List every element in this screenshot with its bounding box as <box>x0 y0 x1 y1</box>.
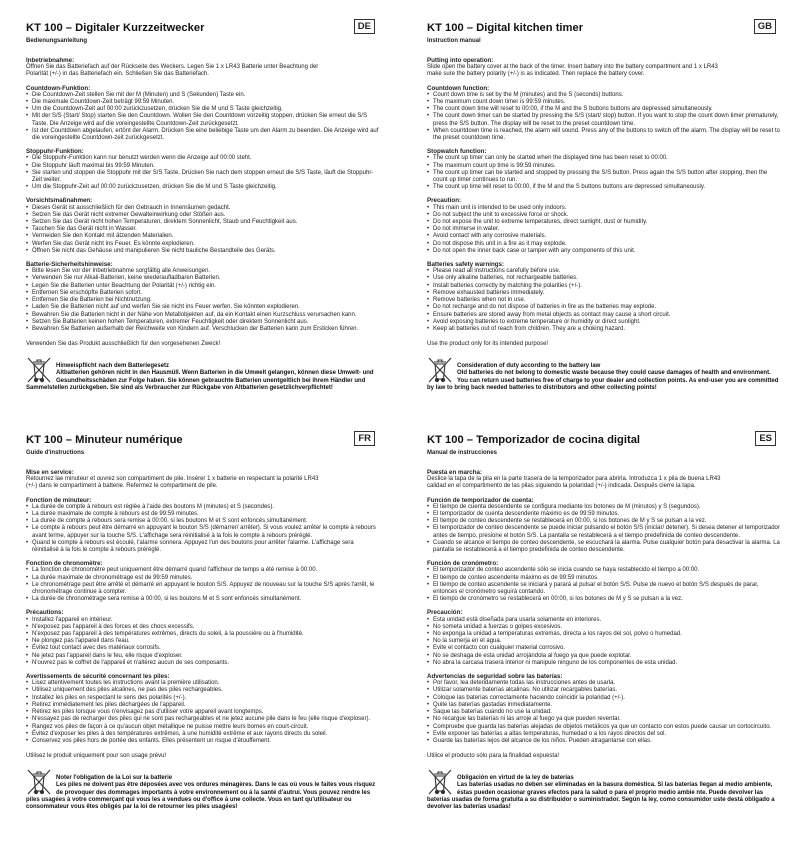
bullet-item: • N'exposez pas l'appareil à des forces et des chocs excessifs. <box>26 624 379 631</box>
block-heading: Batteries safety warnings: <box>427 261 505 269</box>
bullet-item: • Guarde las baterías lejos del alcance de los niños. Pueden atragantarse con ellas. <box>427 738 780 745</box>
bullet-list <box>26 504 379 554</box>
crossed-bin-icon <box>427 768 453 796</box>
bullet-item: • El temporizador de cuenta descendente máximo es de 99:59 minutos. <box>427 511 780 518</box>
bullet-item: • El temporizador de conteo ascendente sólo se inicia cuando se haya restablecido el tiempo a 00:00. <box>427 567 780 574</box>
bullet-item: • Por favor, lea deteridamente todas las instrucciones antes de usarla. <box>427 680 780 687</box>
instruction-block <box>26 469 379 491</box>
section-title: KT 100 – Digital kitchen timer <box>427 22 584 34</box>
bullet-item: • Install batteries correctly by matching the polarities (+/-). <box>427 283 780 290</box>
bullet-item: • El tiempo de conteo ascendente se iniciará y parará al pulsar el botón S/S. Pulse de nuevo el botón S/S después de parar, entonces el cronómetro seguirá contando. <box>427 582 780 596</box>
instruction-block <box>26 261 379 333</box>
block-heading: Batterie-Sicherheitshinweise: <box>26 261 113 269</box>
bullet-item: • Please read all instructions carefully before use. <box>427 268 780 275</box>
bullet-item: • Die Stoppuhr läuft maximal bis 99:59 Minuten. <box>26 163 379 170</box>
instruction-block <box>26 560 379 603</box>
bullet-item: • Cuando se alcance el tiempo de conteo descendente, se escuchará la alarma. Pulse cualquier botón para desactivar la alarma. La pantalla se restablecerá a el tiempo predefinida de conteo descendente. <box>427 540 780 554</box>
bullet-item: • Bewahren Sie Batterien außerhalb der Reichweite von Kindern auf. Verschlucken der Batterien kann zum Ersticken führen. <box>26 326 379 333</box>
bullet-item: • El tiempo de cuenta descendente se configura mediante los botones de M (minutos) y S (segundos). <box>427 504 780 511</box>
paragraph-line: Deslice la tapa de la pila en la parte trasera de la temporizador para abrirla. Introduzca 1 x pila de buena LR43 <box>427 476 721 483</box>
bullet-list <box>427 155 780 191</box>
bullet-item: • Entfernen Sie die Batterien bei Nichtnutzung. <box>26 297 379 304</box>
bullet-item: • Entfernen Sie erschöpfte Batterien sofort. <box>26 290 379 297</box>
block-heading: Countdown function: <box>427 84 490 92</box>
bullet-list <box>26 268 379 333</box>
bullet-list <box>427 567 780 603</box>
bullet-item: • Avoid contact with any corrosive materials. <box>427 233 780 240</box>
notice-heading: Consideration of duty according to the battery law <box>457 363 601 370</box>
bullet-item: • La durée maximale de compte à rebours est de 99:59 minutes. <box>26 511 379 518</box>
paragraph-line: calidad en el compartimento de las pilas siguiendo la polaridad (+/-) indicada. Después cierre la tapa. <box>427 483 696 490</box>
block-heading: Putting into operation: <box>427 57 494 64</box>
bullet-item: • Retirez immédiatement les piles déchargées de l'appareil. <box>26 702 379 709</box>
bullet-item: • The count down time will reset to 00:00, if the M and the S buttons buttons are depressed simultaneously. <box>427 106 780 113</box>
bullet-item: • Die Countdown-Zeit stellen Sie mit der M (Minuten) und S (Sekunden) Taste ein. <box>26 92 379 99</box>
bullet-item: • Saque las baterías cuando no use la unidad. <box>427 709 780 716</box>
notice-text: Old batteries do not belong to domestic waste because they could cause damages of health and environment. You can return used batteries free of charge to your dealer and collection points. As end-user you are committed by law to bring back needed batteries to distributors and other collecting points! <box>427 370 779 391</box>
bullet-item: • Dieses Gerät ist ausschließlich für den Gebrauch in Innenräumen gedacht. <box>26 205 379 212</box>
bullet-item: • Do not immerse in water. <box>427 226 780 233</box>
bullet-item: • Retirez les piles lorsque vous n'envisagez pas d'utiliser votre appareil avant longtemps. <box>26 709 379 716</box>
block-paragraph <box>427 476 780 490</box>
instruction-block <box>427 469 780 491</box>
bullet-item: • Ne jetez pas l'appareil dans le feu, elle risque d'exploser. <box>26 653 379 660</box>
section-subtitle: Guide d'instructions <box>26 450 85 456</box>
bullet-item: • The maximum count down timer is 99:59 minutes. <box>427 99 780 106</box>
bullet-item: • Keep all batteries out of reach from children. They are a choking hazard. <box>427 326 780 333</box>
block-paragraph <box>26 476 379 490</box>
bullet-item: • N'ouvrez pas le coffret de l'appareil et n'altérez aucun de ses composants. <box>26 660 379 667</box>
bullet-list <box>427 92 780 142</box>
bullet-item: • Évitez d'exposer les piles à des températures extrêmes, à une humidité extrême et aux rayons directs du soleil. <box>26 731 379 738</box>
bullet-item: • No abra la carcasa trasera interior ni manipule ninguno de los componentes de esta unidad. <box>427 660 780 667</box>
block-heading: Vorsichtsmaßnahmen: <box>26 197 93 205</box>
section-subtitle: Manual de instrucciones <box>427 450 498 456</box>
bullet-item: • Setzen Sie das Gerät nicht hohen Temperaturen, direktem Sonnenlicht, Staub und Feuchtigkeit aus. <box>26 219 379 226</box>
paragraph-line: Retournez lae minuteur et ouvrez son compartiment de pile. Insérer 1 x batterie en respectant la polarité LR43 <box>26 476 319 483</box>
section-title: KT 100 – Minuteur numérique <box>26 434 183 446</box>
instruction-block <box>26 57 379 79</box>
block-heading: Countdown-Funktion: <box>26 84 91 92</box>
bullet-item: • Remove exhausted batteries immediately. <box>427 290 780 297</box>
bullet-item: • No se deshaga de esta unidad arrojándola al fuego ya que puede explotar. <box>427 653 780 660</box>
bullet-item: • El tiempo de cronómetro se restablecerá en 00:00, si los botones de M y S se pulsan a la vez. <box>427 596 780 603</box>
bullet-item: • Coloque las baterías correctamente haciendo coincidir la polaridad (+/-). <box>427 695 780 702</box>
block-heading: Stoppuhr-Funktion: <box>26 148 84 156</box>
bullet-item: • Do not recharge and do not dispose of batteries in fire as the batteries may explode. <box>427 304 780 311</box>
crossed-bin-icon <box>427 356 453 384</box>
notice-text: Les piles ne doivent pas être déposées avec vos ordures ménagères. Dans le cas où vous le faites vous risquez de provoquer des dommages importants à votre environnement ou à la santé d'autrui. Vous pouvez rendre les piles usagées à votre commerçant qui vous les a vendues ou d'office à une collecte. Vous en tant qu'utilisateur ou consommateur vous êtes obligés par la loi de retourner les piles usagées! <box>26 782 376 810</box>
section-title: KT 100 – Temporizador de cocina digital <box>427 434 641 446</box>
manual-section-gb <box>401 0 802 392</box>
block-heading: Puesta en marcha: <box>427 469 483 476</box>
bullet-item: • Do not dispose this unit in a fire as it may explode. <box>427 241 780 248</box>
block-heading: Précautions: <box>26 609 64 617</box>
bullet-item: • Le compte à rebours peut être démarré en appuyant le bouton S/S (démarrer/ arrêter). Si vous voulez arrêter le compte à rebours avant terme, appuyer sur la touche S/S. L'affichage sera réinitialisé à la fois le compte à rebours préréglé. <box>26 525 379 539</box>
battery-law-notice <box>26 768 379 810</box>
bullet-item: • The maximum count up time is 99:59 minutes. <box>427 163 780 170</box>
bullet-item: • N'exposez pas l'appareil à des températures extrêmes, directs du soleil, à la poussière ou à l'humidité. <box>26 631 379 638</box>
section-title: KT 100 – Digitaler Kurzzeitwecker <box>26 22 205 34</box>
bullet-item: • The count up time will reset to 00:00, if the M and the S buttons buttons are depressed simultaneously. <box>427 184 780 191</box>
block-heading: Mise en service: <box>26 469 74 476</box>
bullet-item: • Ne plongez pas l'appareil dans l'eau. <box>26 638 379 645</box>
bullet-item: • Öffnen Sie nicht das Gehäuse und manipulieren Sie nicht bauliche Bestandteile des Geräts. <box>26 248 379 255</box>
bullet-item: • La durée de compte à rebours sera remise à 00:00, si les boutons M et S sont enfoncés simultanément. <box>26 518 379 525</box>
bullet-item: • Setzen Sie Batterien keinen hohen Temperaturen, extremer Feuchtigkeit oder direktem Sonnenlicht aus. <box>26 319 379 326</box>
bullet-item: • This main unit is intended to be used only indoors. <box>427 205 780 212</box>
bullet-item: • Count down time is set by the M (minutes) and the S (seconds) buttons. <box>427 92 780 99</box>
bullet-list <box>26 567 379 603</box>
notice-text: Las baterías usadas no deben ser eliminadas en la basura doméstica. Si las baterías llegan al medio ambiente, éstas pueden ocasionar graves efectos para la salud o para el proprio medio ambie nte. Puede devolver las baterías usadas de forma gratuita a su distribuidor o suministrador. Según la ley, como consumidor uste destá obligado a devolver las baterías usadas! <box>427 782 775 810</box>
bullet-item: • Do not subject the unit to excessive force or shock. <box>427 212 780 219</box>
bullet-item: • Le chronométrage peut être arrêté et démarré en appuyant le bouton S/S. Appuyez de nouveau sur la touche S/S après l'arrêt, le chronométrage continue à compter. <box>26 582 379 596</box>
bullet-item: • The count up timer can only be started when the displayed time has been reset to 00:00. <box>427 155 780 162</box>
intended-use-note: Verwenden Sie das Produkt ausschließlich für den vorgesehenen Zweck! <box>26 341 221 348</box>
paragraph-line: Slide open the battery cover at the back of the timer. Insert battery into the battery compartment and 1 x LR43 <box>427 64 718 71</box>
language-badge: GB <box>754 19 776 34</box>
bullet-list <box>427 680 780 745</box>
bullet-item: • El tiempo de conteo ascendente máximo es de 99:59 minutos. <box>427 575 780 582</box>
bullet-list <box>26 617 379 667</box>
instruction-block <box>427 85 780 143</box>
bullet-item: • Um die Countdown-Zeit auf 00:00 zurückzusetzen, drücken Sie die M und S Taste gleichzeitig. <box>26 106 379 113</box>
bullet-item: • Verwenden Sie nur Alkali-Batterien, keine wiederaufladbaren Batterien. <box>26 275 379 282</box>
bullet-item: • Tauchen Sie das Gerät nicht in Wasser. <box>26 226 379 233</box>
paragraph-line: Polarität (+/-) in das Batteriefach ein. Schließen Sie das Batteriefach. <box>26 71 209 78</box>
bullet-item: • The count down timer can be started by pressing the S/S (start/ stop) button. If you want to stop the count down timer prematurely, press the S/S button. The display will be reset to the preset countdown time. <box>427 113 780 127</box>
block-heading: Advertencias de seguridad sobre las baterías: <box>427 673 563 681</box>
bullet-item: • El tiempo de conteo descendente se restablecerá en 00:00, si los botones de M y S se pulsan a la vez. <box>427 518 780 525</box>
section-subtitle: Bedienungsanleitung <box>26 38 88 44</box>
bullet-item: • Quand le compte à rebours est écoulé, l'alarme sonnera. Appuyez l'un des boutons pour arrêter l'alarme. L'affichage sera réinitialisé à la fois le compte à rebours préréglé. <box>26 540 379 554</box>
crossed-bin-icon <box>26 356 52 384</box>
block-heading: Precaución: <box>427 609 463 617</box>
bullet-item: • Conservez vos piles hors de portée des enfants. Elles présentent un risque d'étouffement. <box>26 738 379 745</box>
bullet-item: • Mit der S/S (Start/ Stop) starten Sie den Countdown. Wollen Sie den Countdown vorzeitig stoppen, drücken Sie erneut die S/S Taste. Die Anzeige wird auf die voreingestellte Countdown-Zeit zurückgesetzt. <box>26 113 379 127</box>
bullet-item: • Do not expose the unit to extreme temperatures, direct sunlight, dust or humidity. <box>427 219 780 226</box>
battery-law-notice <box>427 356 780 391</box>
bullet-item: • Vermeiden Sie den Kontakt mit ätzenden Materialien. <box>26 233 379 240</box>
instruction-block <box>427 197 780 255</box>
instruction-block <box>26 197 379 255</box>
bullet-item: • The count up timer can be started and stopped by pressing the S/S button. Press again the S/S button after stopping, then the count up timer continues to run. <box>427 170 780 184</box>
manual-section-fr <box>0 412 401 811</box>
notice-heading: Noter l'obligation de la Loi sur la batterie <box>56 775 173 782</box>
intended-use-note: Use the product only for its intended purpose! <box>427 341 549 348</box>
bullet-list <box>26 155 379 191</box>
manual-section-es <box>401 412 802 811</box>
notice-heading: Obligación en virtud de la ley de baterías <box>457 775 574 782</box>
block-heading: Inbetriebnahme: <box>26 57 75 64</box>
instruction-block <box>26 673 379 745</box>
paragraph-line: Öffnen Sie das Batteriefach auf der Rückseite des Weckers. Legen Sie 1 x LR43 Batterie unter Beachtung der <box>26 64 319 71</box>
bullet-item: • Um die Stoppuhr-Zeit auf 00:00 zurückzusetzen, drücken Sie die M und S Taste gleichzeitig. <box>26 184 379 191</box>
language-badge: DE <box>354 19 375 34</box>
instruction-block <box>427 560 780 603</box>
manual-section-de <box>0 0 401 392</box>
bullet-item: • Évitez tout contact avec des matériaux corrosifs. <box>26 645 379 652</box>
instruction-block <box>26 148 379 191</box>
paragraph-line: make sure the battery polarity (+/-) is as indicated. Then replace the battery cover. <box>427 71 645 78</box>
language-badge: ES <box>755 431 776 446</box>
bullet-item: • N'essayez pas de recharger des piles qui ne sont pas rechargeables et ne jetez aucune pile dans le feu (elle risque d'exploser). <box>26 716 379 723</box>
battery-law-notice <box>26 356 379 391</box>
bullet-list <box>427 268 780 333</box>
bullet-list <box>26 92 379 142</box>
instruction-block <box>427 609 780 667</box>
bullet-item: • Die maximale Countdown-Zeit beträgt 99:59 Minuten. <box>26 99 379 106</box>
bullet-list <box>427 504 780 554</box>
bullet-item: • Installez les piles en respectant le sens des polarités (+/-). <box>26 695 379 702</box>
instruction-block <box>26 497 379 555</box>
instruction-block <box>427 673 780 745</box>
instruction-block <box>26 609 379 667</box>
bullet-item: • El temporizador de conteo descendente se puede iniciar pulsando el botón S/S (iniciar/ detener). Si desea detener el temporizador antes de tiempo, presione el botón S/S. La pantalla se restablecerá a el tiempo predefinida de conteo descendente. <box>427 525 780 539</box>
bullet-list <box>26 205 379 255</box>
bullet-item: • Avoid exposing batteries to extreme temperature or humidity or direct sunlight. <box>427 319 780 326</box>
bullet-item: • Compruebe que guarda las baterías alejadas de objetos metálicos ya que un contacto con estos puede causar un cortocircuito. <box>427 724 780 731</box>
bullet-item: • Bewahren Sie die Batterien nicht in der Nähe von Metallobjekten auf, da ein Kontakt einen Kurzschluss verursachen kann. <box>26 312 379 319</box>
block-paragraph <box>427 64 780 78</box>
bullet-item: • Lisez attentivement toutes les instructions avant la première utilisation. <box>26 680 379 687</box>
bullet-item: • La durée de chronométrage sera remise à 00:00, si les boutons M et S sont enfoncés simultanément. <box>26 596 379 603</box>
bullet-item: • La fonction de chronomètre peut uniquement être démarré quand l'afficheur de temps a été remise à 00:00. <box>26 567 379 574</box>
block-heading: Stopwatch function: <box>427 148 487 156</box>
bullet-item: • No la sumerja en el agua. <box>427 638 780 645</box>
bullet-item: • Sie starten und stoppen die Stoppuhr mit der S/S Taste. Drücken Sie nach dem stoppen erneut die S/S Taste, läuft die Stoppuhr-Zeit weiter. <box>26 170 379 184</box>
bullet-item: • Legen Sie die Batterien unter Beachtung der Polarität (+/-) richtig ein. <box>26 283 379 290</box>
instruction-block <box>427 261 780 333</box>
paragraph-line: (+/-) dans le compartiment à batterie. Refermez le compartiment de pile. <box>26 483 218 490</box>
bullet-item: • Utilisez uniquement des piles alcalines, ne pas des piles rechargeables. <box>26 687 379 694</box>
bullet-item: • Use only alkaline batteries, not rechargeable batteries. <box>427 275 780 282</box>
instruction-block <box>427 148 780 191</box>
battery-law-notice <box>427 768 780 810</box>
bullet-item: • Setzen Sie das Gerät nicht extremer Gewalteinwirkung oder Stößen aus. <box>26 212 379 219</box>
bullet-item: • Werfen Sie das Gerät nicht ins Feuer. Es könnte explodieren. <box>26 241 379 248</box>
notice-heading: Hinweispflicht nach dem Batteriegesetz <box>56 363 170 370</box>
bullet-item: • Ist der Countdown abgelaufen, ertönt der Alarm. Drücken Sie eine beliebige Taste um den Alarm zu beenden. Die Anzeige wird auf die voreingestellte Countdown-zeit zurückgesetzt. <box>26 128 379 142</box>
block-heading: Fonction de minuteur: <box>26 496 92 504</box>
bullet-item: • Do not open the inner back case or tamper with any components of this unit. <box>427 248 780 255</box>
instruction-block <box>427 57 780 79</box>
bullet-item: • No someta unidad a fuerzas o golpes excesivos. <box>427 624 780 631</box>
intended-use-note: Utilice el producto sólo para la finalidad expuesta! <box>427 753 560 760</box>
instruction-block <box>26 85 379 143</box>
instruction-block <box>427 497 780 555</box>
bullet-item: • Laden Sie die Batterien nicht auf und werfen Sie sie nicht ins Feuer werfen. Sie könnten explodieren. <box>26 304 379 311</box>
block-heading: Fonction de chronomètre: <box>26 560 103 568</box>
bullet-item: • Utilizar solamente baterías alcalinas. No utilizar recargables baterías. <box>427 687 780 694</box>
block-heading: Función de cronómetro: <box>427 560 499 568</box>
section-subtitle: Instruction manual <box>427 38 481 44</box>
bullet-list <box>427 617 780 667</box>
bullet-item: • Evite el contacto con cualquier material corrosivo. <box>427 645 780 652</box>
block-heading: Avertissements de sécurité concernant les piles: <box>26 673 170 681</box>
bullet-item: • No recargue las baterías ni las arroje al fuego ya que pueden reventar. <box>427 716 780 723</box>
notice-text: Altbatterien gehören nicht in den Hausmüll. Wenn Batterien in die Umwelt gelangen, können diese Umwelt- und Gesundheitsschäden zur Folge haben. Sie können gebrauchte Batterien unentgeltlich bei ihrem Händler und Sammelstellen zurückgeben. Sie sind als Verbraucher zur Rückgabe von Altbatterien gesetzlichverpflichtet! <box>26 370 374 391</box>
bullet-item: • Evite exponer las baterías a altas temperaturas, humedad o a los rayos directos del sol. <box>427 731 780 738</box>
bullet-item: • Esta unidad está diseñada para usarla solamente en interiores. <box>427 617 780 624</box>
intended-use-note: Utilisez le produit uniquement pour son usage prévu! <box>26 753 167 760</box>
bullet-item: • No exponga la unidad a temperaturas extremas, directa a los rayos del sol, polvo o humedad. <box>427 631 780 638</box>
bullet-item: • Installez l'appareil en intérieur. <box>26 617 379 624</box>
bullet-item: • Die Stoppuhr-Funktion kann nur benutzt werden wenn die Anzeige auf 00:00 steht. <box>26 155 379 162</box>
crossed-bin-icon <box>26 768 52 796</box>
bullet-item: • Remove batteries when not in use. <box>427 297 780 304</box>
block-heading: Función de temporizador de cuenta: <box>427 496 534 504</box>
bullet-list <box>427 205 780 255</box>
bullet-item: • La durée de compte à rebours est réglée à l'aide des boutons M (minutes) et S (secondes). <box>26 504 379 511</box>
language-badge: FR <box>354 431 375 446</box>
bullet-item: • La durée maximale de chronométrage est de 99:59 minutes. <box>26 575 379 582</box>
bullet-item: • Rangez vos piles de façon à ce qu'aucun objet métallique ne puisse mettre leurs bornes en court-circuit. <box>26 724 379 731</box>
bullet-item: • Bitte lesen Sie vor der Inbetriebnahme sorgfältig alle Anweisungen. <box>26 268 379 275</box>
bullet-item: • When countdown time is reached, the alarm will sound. Press any of the buttons to switch off the alarm. The display will be reset to the preset countdown time. <box>427 128 780 142</box>
block-paragraph <box>26 64 379 78</box>
block-heading: Precaution: <box>427 197 462 205</box>
bullet-item: • Ensure batteries are stored away from metal objects as contact may cause a short circuit. <box>427 312 780 319</box>
bullet-list <box>26 680 379 745</box>
bullet-item: • Quite las baterías gastadas inmediatamente. <box>427 702 780 709</box>
